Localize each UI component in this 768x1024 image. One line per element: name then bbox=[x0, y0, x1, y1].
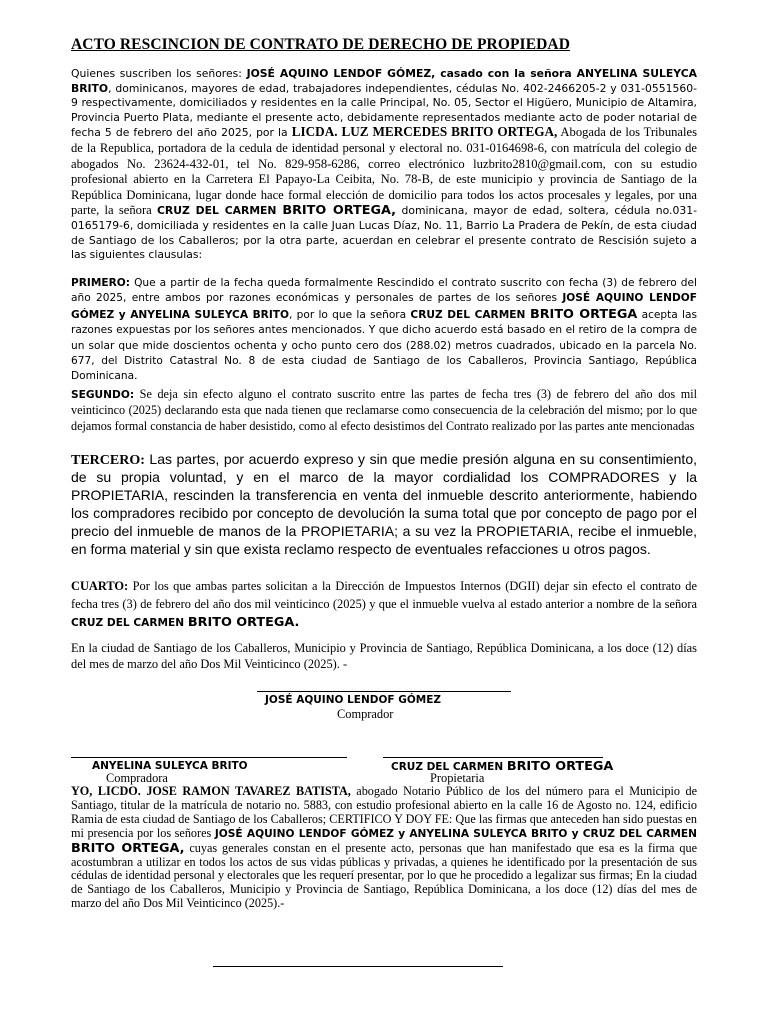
signature-role-anyelina: Compradora bbox=[106, 771, 168, 785]
signature-role-cruz: Propietaria bbox=[430, 771, 485, 785]
clause-primero-cruz-2: BRITO ORTEGA bbox=[529, 306, 638, 322]
notary-signers-names: JOSÉ AQUINO LENDOF GÓMEZ y ANYELINA SULEYCA BRITO y CRUZ DEL CARMEN bbox=[214, 827, 697, 840]
closing-date-paragraph: En la ciudad de Santiago de los Caballeros, Municipio y Provincia de Santiago, República Dominicana, a los doce (12) días del mes de marzo del año Dos Mil Veinticinco (2025). - bbox=[71, 641, 697, 671]
clause-segundo-label: SEGUNDO: bbox=[71, 389, 135, 401]
signature-name-cruz bbox=[391, 759, 613, 774]
intro-paragraph bbox=[71, 67, 697, 263]
notary-text-2: cuyas generales constan en el presente acto, personas que han manifestado que esa es la firma que acostumbran a utilizar en todos los actos de sus vidas públicas y privadas, a quienes he identificado por la presentación de sus cédulas de identidad personal y electorales que les requerí presentar, por lo que he procedido a legalizar sus firmas; En la ciudad de Santiago de los Caballeros, Municipio y Provincia de Santiago, República Dominicana, a los doce (12) días del mes de marzo del año Dos Mil Veinticinco (2025).- bbox=[71, 840, 697, 911]
signature-line-jose bbox=[257, 691, 511, 692]
clause-primero-cruz-1: CRUZ DEL CARMEN bbox=[410, 308, 530, 321]
notary-signers-cruz: BRITO ORTEGA, bbox=[71, 840, 185, 856]
signature-role-jose: Comprador bbox=[337, 707, 394, 721]
intro-text-3: Abogada de los Tribunales de la Republica, portadora de la cedula de identidad personal y electoral no. 031-0164698-6, con matrícula del colegio de abogados No. 23624-432-01, tel No. 829-958-6286, correo electrónico luzbrito2810@gmail.com, con su estudio profesional abierto en la Carretera El Papayo-La Ceibita, No. 78-B, de este municipio y provincia de Santiago de la República Dominicana, lugar donde hace formal elección de domicilio para todos los actos procesales y legales, por una parte, bbox=[71, 125, 697, 218]
clause-segundo bbox=[71, 387, 697, 435]
clause-cuarto-label: CUARTO: bbox=[71, 579, 129, 593]
clause-primero-text-2: , por lo que la señora bbox=[289, 308, 411, 321]
cruz-name-part-1: CRUZ DEL CARMEN bbox=[156, 204, 283, 218]
signature-line-cruz bbox=[383, 757, 603, 758]
clause-primero-label: PRIMERO: bbox=[71, 277, 131, 289]
clause-tercero-label: TERCERO: bbox=[71, 453, 145, 468]
signature-name-anyelina: ANYELINA SULEYCA BRITO bbox=[92, 760, 248, 772]
clause-tercero-text: Las partes, por acuerdo expreso y sin que medie presión alguna en su consentimiento, de su propia voluntad, y en el marco de la mayor cordialidad los COMPRADORES y la PROPIETARIA, rescinden la transferencia en venta del inmueble descrito anteriormente, habiendo los compradores recibido por concepto de devolución la suma total que por concepto de pago por el precio del inmueble de manos de la PROPIETARIA; a su vez la PROPIETARIA, recibe el inmueble, en forma material y sin que exista reclamo respecto de eventuales refacciones u otros pagos. bbox=[71, 451, 697, 557]
clause-cuarto-cruz-1: CRUZ DEL CARMEN bbox=[71, 617, 188, 629]
signature-name-cruz-part-2: BRITO ORTEGA bbox=[506, 759, 614, 774]
cruz-name-part-2: BRITO ORTEGA, bbox=[282, 203, 396, 219]
lawyer-name: LICDA. LUZ MERCEDES BRITO ORTEGA, bbox=[291, 124, 558, 140]
clause-cuarto-cruz-2: BRITO ORTEGA. bbox=[187, 615, 300, 630]
clause-primero-text-3: acepta las razones expuestas por los señores antes mencionados. Y que dicho acuerdo está basado en el retiro de la compra de un solar que mide doscientos ochenta y ocho punto cero dos (288.02) metros cuadrados, ubicado en la parcela No. 677, del Distrito Catastral No. 8 de esta ciudad de Santiago de los Caballeros, Provincia Santiago, República Dominicana. bbox=[71, 308, 698, 383]
intro-parties-names: JOSÉ AQUINO LENDOF GÓMEZ, casado con la señora ANYELINA SULEYCA BRITO bbox=[71, 67, 698, 95]
signature-name-cruz-part-1: CRUZ DEL CARMEN bbox=[391, 761, 507, 773]
clause-cuarto-text: Por los que ambas partes solicitan a la Dirección de Impuestos Internos (DGII) dejar sin efecto el contrato de fecha tres (3) de febrero del año dos mil veinticinco (2025) y que el inmueble vuelva al estado anterior a nombre de la señora bbox=[71, 579, 697, 611]
clause-primero-text-1: Que a partir de la fecha queda formalmente Rescindido el contrato suscrito con fecha (3) de febrero del año 2025, entre ambos por razones económicas y personales de partes de los señores bbox=[71, 277, 697, 305]
clause-primero-names: JOSÉ AQUINO LENDOF GÓMEZ y ANYELINA SULEYCA BRITO bbox=[71, 292, 697, 321]
signature-name-jose: JOSÉ AQUINO LENDOF GÓMEZ bbox=[265, 694, 441, 706]
intro-text-1: Quienes suscriben los señores: bbox=[71, 67, 247, 80]
clause-primero bbox=[71, 276, 697, 385]
notary-text-1: abogado Notario Público de los del número para el Municipio de Santiago, titular de la matrícula de notario no. 5883, con estudio profesional abierto en la calle 16 de Agosto no. 124, edificio Ramia de esta ciudad de Santiago de los Caballeros; CERTIFICO Y DOY FE: Que las firmas que anteceden han sido puestas en mi presencia por los señores bbox=[71, 784, 698, 840]
clause-tercero bbox=[71, 451, 697, 559]
intro-text-4: la señora bbox=[99, 203, 157, 218]
intro-text-2: , dominicanos, mayores de edad, trabajadores independientes, cédulas No. 402-2466205-2 y 031-0551560-9 respectivamente, domiciliados y residentes en la calle Principal, No. 05, Sector el Higüero, Municipio de Altamira, Provincia Puerto Plata, mediante el presente acto, debidamente representados mediante acto de poder notarial de fecha 5 de febrero del año 2025, por la bbox=[71, 81, 697, 140]
notary-certification bbox=[71, 785, 697, 911]
notary-name: YO, LICDO. JOSE RAMON TAVAREZ BATISTA, bbox=[71, 784, 351, 798]
clause-cuarto bbox=[71, 577, 697, 632]
clause-segundo-text: Se deja sin efecto alguno el contrato suscrito entre las partes de fecha tres (3) de febrero del año dos mil veinticinco (2025) declarando esta que nada tienen que reclamarse como consecuencia de la celebración del mismo; por lo que dejamos formal constancia de haber desistido, como al efecto desistimos del Contrato realizado por las partes ante mencionadas bbox=[71, 387, 697, 433]
document-title: ACTO RESCINCION DE CONTRATO DE DERECHO DE PROPIEDAD bbox=[71, 36, 571, 53]
intro-text-5: dominicana, mayor de edad, soltera, cédula no.031-0165179-6, domiciliada y residentes en la calle Juan Lucas Díaz, No. 11, Barrio La Pradera de Pekín, de esta ciudad de Santiago de los Caballeros; por la otra parte, acuerdan en celebrar el presente contrato de Rescisión sujeto a las siguientes clausulas: bbox=[71, 204, 697, 262]
signature-line-notary bbox=[213, 966, 503, 967]
signature-line-anyelina bbox=[71, 757, 347, 758]
